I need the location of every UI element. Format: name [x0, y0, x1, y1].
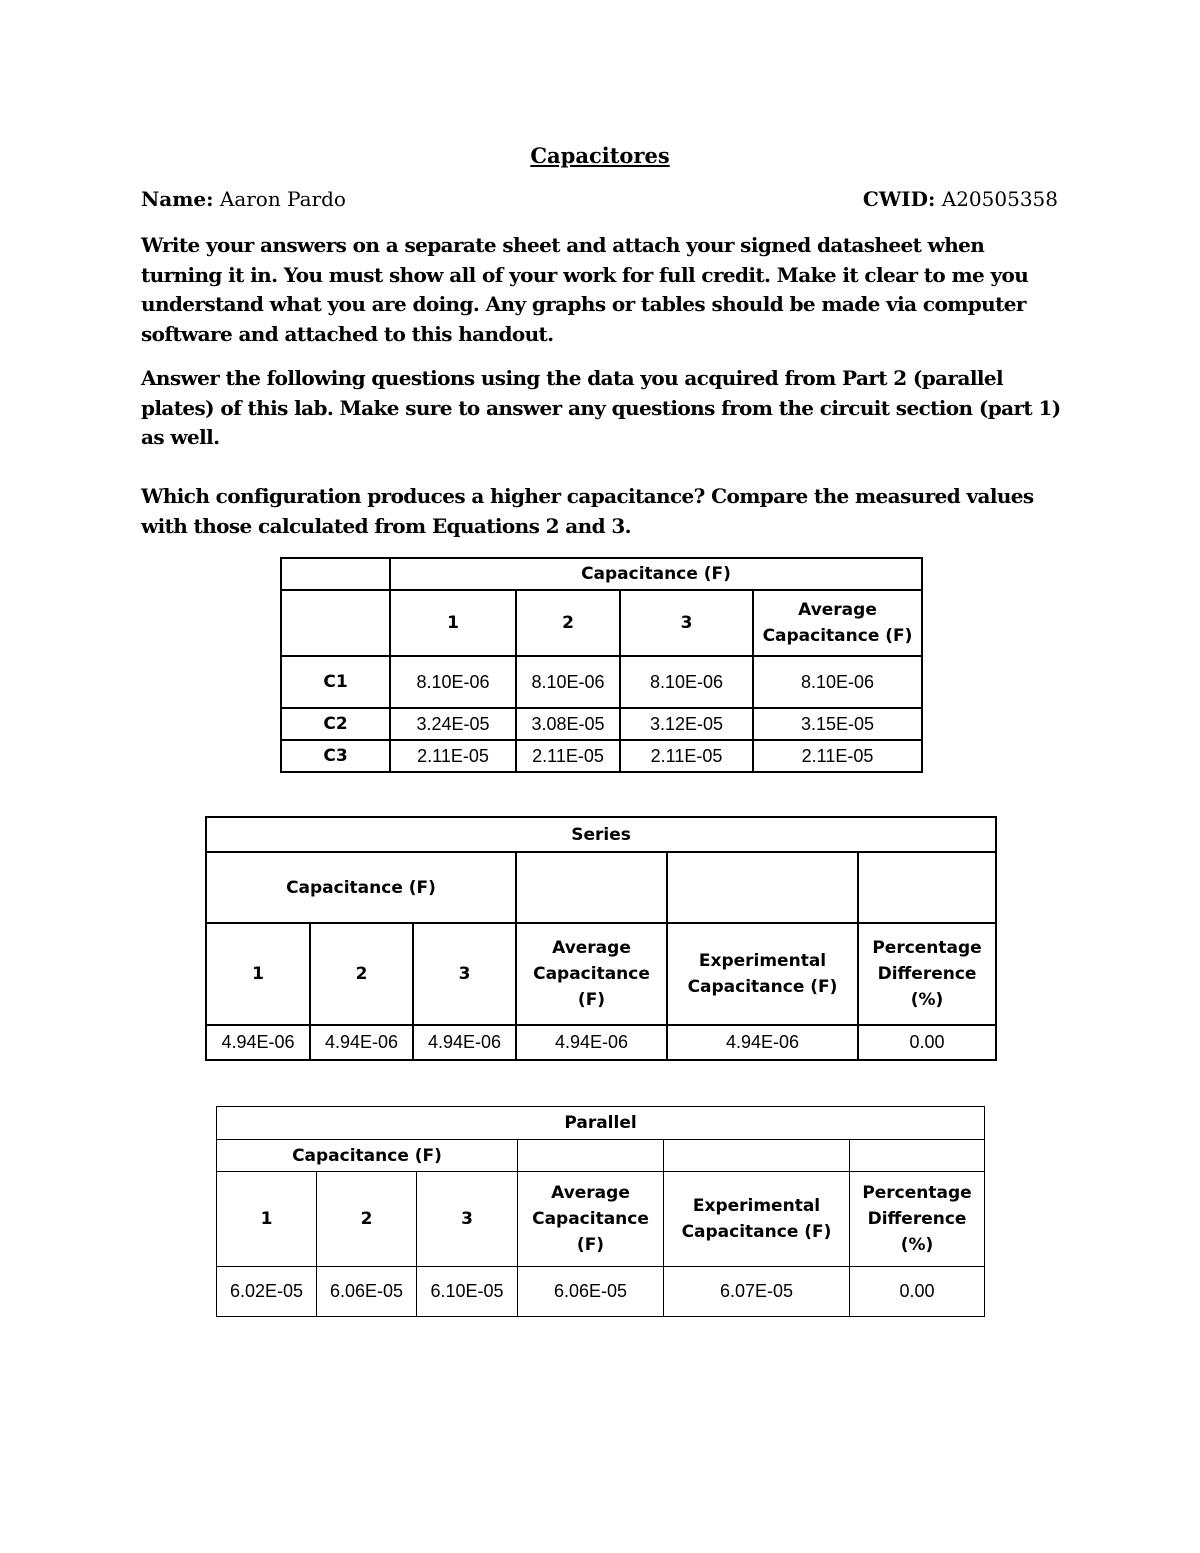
col-header-3: 3	[620, 590, 753, 656]
group-header: Capacitance (F)	[217, 1140, 518, 1172]
col-header-percentage: Percentage Difference (%)	[850, 1172, 985, 1267]
col-header-average: Average Capacitance (F)	[518, 1172, 664, 1267]
question-paragraph: Which configuration produces a higher capacitance? Compare the measured values with those calculated from Equations 2 and 3.	[141, 484, 1034, 538]
cell-value: 3.24E-05	[390, 708, 516, 740]
empty-cell	[664, 1140, 850, 1172]
table-row	[281, 590, 922, 656]
name-value: Aaron Pardo	[219, 187, 346, 211]
table-row	[206, 923, 996, 1025]
cwid-line	[863, 187, 1058, 211]
group-header: Capacitance (F)	[206, 852, 516, 923]
col-header-average: Average Capacitance (F)	[753, 590, 922, 656]
table-row	[281, 558, 922, 590]
row-label: C2	[281, 708, 390, 740]
cwid-value: A20505358	[941, 187, 1058, 211]
col-header-experimental: Experimental Capacitance (F)	[664, 1172, 850, 1267]
cell-value: 4.94E-06	[413, 1025, 516, 1060]
col-header-2: 2	[516, 590, 620, 656]
table-row	[281, 740, 922, 772]
cell-value: 6.06E-05	[518, 1267, 664, 1317]
col-header-3: 3	[413, 923, 516, 1025]
cell-value: 8.10E-06	[516, 656, 620, 708]
cell-value: 2.11E-05	[390, 740, 516, 772]
empty-cell	[667, 852, 858, 923]
empty-cell	[281, 558, 390, 590]
row-label: C1	[281, 656, 390, 708]
cell-value: 8.10E-06	[620, 656, 753, 708]
table-row	[217, 1172, 985, 1267]
cell-value: 8.10E-06	[753, 656, 922, 708]
parallel-table	[216, 1106, 985, 1317]
cell-value: 4.94E-06	[516, 1025, 667, 1060]
empty-cell	[516, 852, 667, 923]
cell-value: 8.10E-06	[390, 656, 516, 708]
table-title: Series	[206, 817, 996, 852]
cell-value: 3.08E-05	[516, 708, 620, 740]
empty-cell	[518, 1140, 664, 1172]
cell-value: 6.07E-05	[664, 1267, 850, 1317]
series-table	[205, 816, 997, 1061]
table-row	[206, 817, 996, 852]
cell-value: 6.06E-05	[317, 1267, 417, 1317]
col-header-2: 2	[317, 1172, 417, 1267]
instructions-paragraph: Write your answers on a separate sheet and attach your signed datasheet when turning it in. You must show all of your work for full credit. Make it clear to me you understand what you are doing. Any graphs or tables should be made via computer software and attached to this handout.	[141, 233, 1029, 346]
table-row	[217, 1140, 985, 1172]
cell-value: 4.94E-06	[310, 1025, 413, 1060]
table-row	[206, 852, 996, 923]
table-row	[281, 708, 922, 740]
name-line	[141, 187, 346, 211]
col-header-3: 3	[417, 1172, 518, 1267]
col-header-2: 2	[310, 923, 413, 1025]
empty-cell	[858, 852, 996, 923]
cell-value: 4.94E-06	[206, 1025, 310, 1060]
col-header-experimental: Experimental Capacitance (F)	[667, 923, 858, 1025]
col-header-1: 1	[206, 923, 310, 1025]
cell-value: 6.02E-05	[217, 1267, 317, 1317]
cwid-label: CWID:	[862, 187, 936, 211]
table-title: Parallel	[217, 1107, 985, 1140]
cell-value: 0.00	[850, 1267, 985, 1317]
cell-value: 2.11E-05	[516, 740, 620, 772]
group-header: Capacitance (F)	[390, 558, 922, 590]
capacitance-table	[280, 557, 923, 773]
cell-value: 4.94E-06	[667, 1025, 858, 1060]
col-header-1: 1	[390, 590, 516, 656]
empty-cell	[281, 590, 390, 656]
table-row	[206, 1025, 996, 1060]
col-header-average: Average Capacitance (F)	[516, 923, 667, 1025]
cell-value: 3.12E-05	[620, 708, 753, 740]
document-title: Capacitores	[530, 143, 670, 168]
row-label: C3	[281, 740, 390, 772]
cell-value: 6.10E-05	[417, 1267, 518, 1317]
empty-cell	[850, 1140, 985, 1172]
cell-value: 2.11E-05	[753, 740, 922, 772]
table-row	[281, 656, 922, 708]
cell-value: 0.00	[858, 1025, 996, 1060]
instructions-paragraph-2: Answer the following questions using the data you acquired from Part 2 (parallel plates) of this lab. Make sure to answer any questions from the circuit section (part 1) as well.	[141, 366, 1061, 449]
table-row	[217, 1107, 985, 1140]
name-label: Name:	[141, 187, 214, 211]
cell-value: 3.15E-05	[753, 708, 922, 740]
cell-value: 2.11E-05	[620, 740, 753, 772]
col-header-1: 1	[217, 1172, 317, 1267]
table-row	[217, 1267, 985, 1317]
col-header-percentage: Percentage Difference (%)	[858, 923, 996, 1025]
